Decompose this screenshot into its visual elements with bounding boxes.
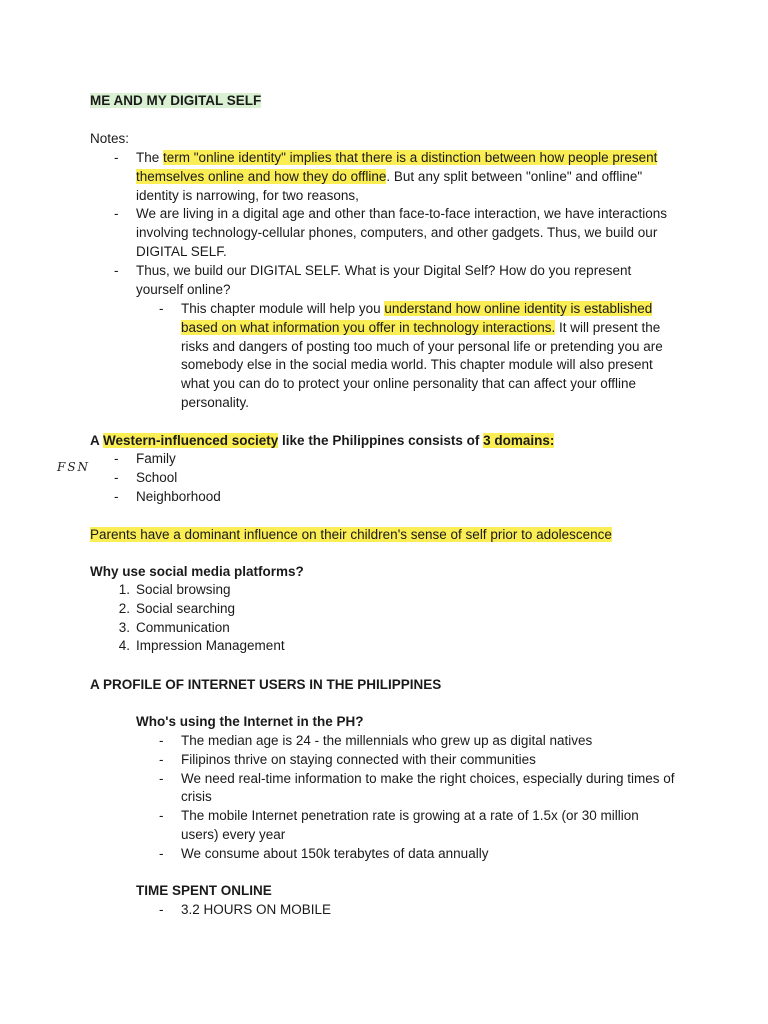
list-item: 3. Communication bbox=[118, 619, 230, 635]
list-item: - We need real-time information to make the right choices, especially during times of crisis bbox=[181, 770, 677, 808]
list-item: - We consume about 150k terabytes of data annually bbox=[181, 845, 677, 864]
list-item: - Neighborhood bbox=[136, 488, 436, 507]
list-item: - The term "online identity" implies that there is a distinction between how people present themselves online and how they do offline. But any split between "online" and offline" identity is narrowing, for two reasons, bbox=[136, 149, 676, 205]
notes-label: Notes: bbox=[90, 131, 130, 146]
profile-heading: A PROFILE OF INTERNET USERS IN THE PHILIPPINES bbox=[90, 677, 442, 692]
list-item: - We are living in a digital age and other than face-to-face interaction, we have interactions involving technology-cellular phones, computers, and other gadgets. Thus, we build our DIGITAL SELF. bbox=[136, 205, 676, 261]
list-item: 1. Social browsing bbox=[118, 582, 231, 597]
domains-list bbox=[136, 450, 436, 506]
notes-list bbox=[136, 149, 676, 299]
highlighted-text: Western-influenced society bbox=[103, 433, 279, 448]
list-item: - Thus, we build our DIGITAL SELF. What is your Digital Self? How do you represent yourself online? bbox=[136, 262, 676, 300]
document-title: ME AND MY DIGITAL SELF bbox=[90, 93, 262, 108]
list-item: - This chapter module will help you understand how online identity is established based on what information you offer in technology interactions. It will present the risks and dangers of posting too much of your personal life or pretending you are somebody else in the social media world. This chapter module will also present what you can do to protect your online personality that can affect your offline personality. bbox=[181, 300, 677, 413]
list-item: 2. Social searching bbox=[118, 600, 236, 616]
list-item: 4. Impression Management bbox=[118, 638, 285, 654]
list-item: - Filipinos thrive on staying connected with their communities bbox=[181, 751, 677, 770]
highlighted-text: understand how online identity is established based on what information you offer in technology interactions. bbox=[181, 301, 653, 335]
profile-subheading: Who's using the Internet in the PH? bbox=[136, 714, 364, 729]
social-heading: Why use social media platforms? bbox=[90, 564, 304, 579]
list-item: - Family bbox=[136, 450, 436, 469]
notes-sub-list bbox=[181, 300, 677, 413]
list-item: - 3.2 HOURS ON MOBILE bbox=[181, 901, 481, 920]
social-list bbox=[118, 581, 436, 656]
parents-note: Parents have a dominant influence on their children's sense of self prior to adolescence bbox=[90, 527, 612, 542]
handwritten-annotation: FSN bbox=[57, 460, 91, 474]
highlighted-text: term "online identity" implies that there is a distinction between how people present themselves online and how they do offline bbox=[136, 150, 658, 184]
list-item: - The mobile Internet penetration rate is growing at a rate of 1.5x (or 30 million users) every year bbox=[181, 807, 677, 845]
domains-heading: A Western-influenced society like the Philippines consists of 3 domains: bbox=[90, 433, 555, 448]
profile-list bbox=[181, 732, 677, 864]
list-item: - School bbox=[136, 469, 436, 488]
highlighted-text: 3 domains: bbox=[483, 433, 555, 448]
list-item: - The median age is 24 - the millennials who grew up as digital natives bbox=[181, 732, 677, 751]
time-list bbox=[181, 901, 481, 920]
time-heading: TIME SPENT ONLINE bbox=[136, 883, 272, 898]
